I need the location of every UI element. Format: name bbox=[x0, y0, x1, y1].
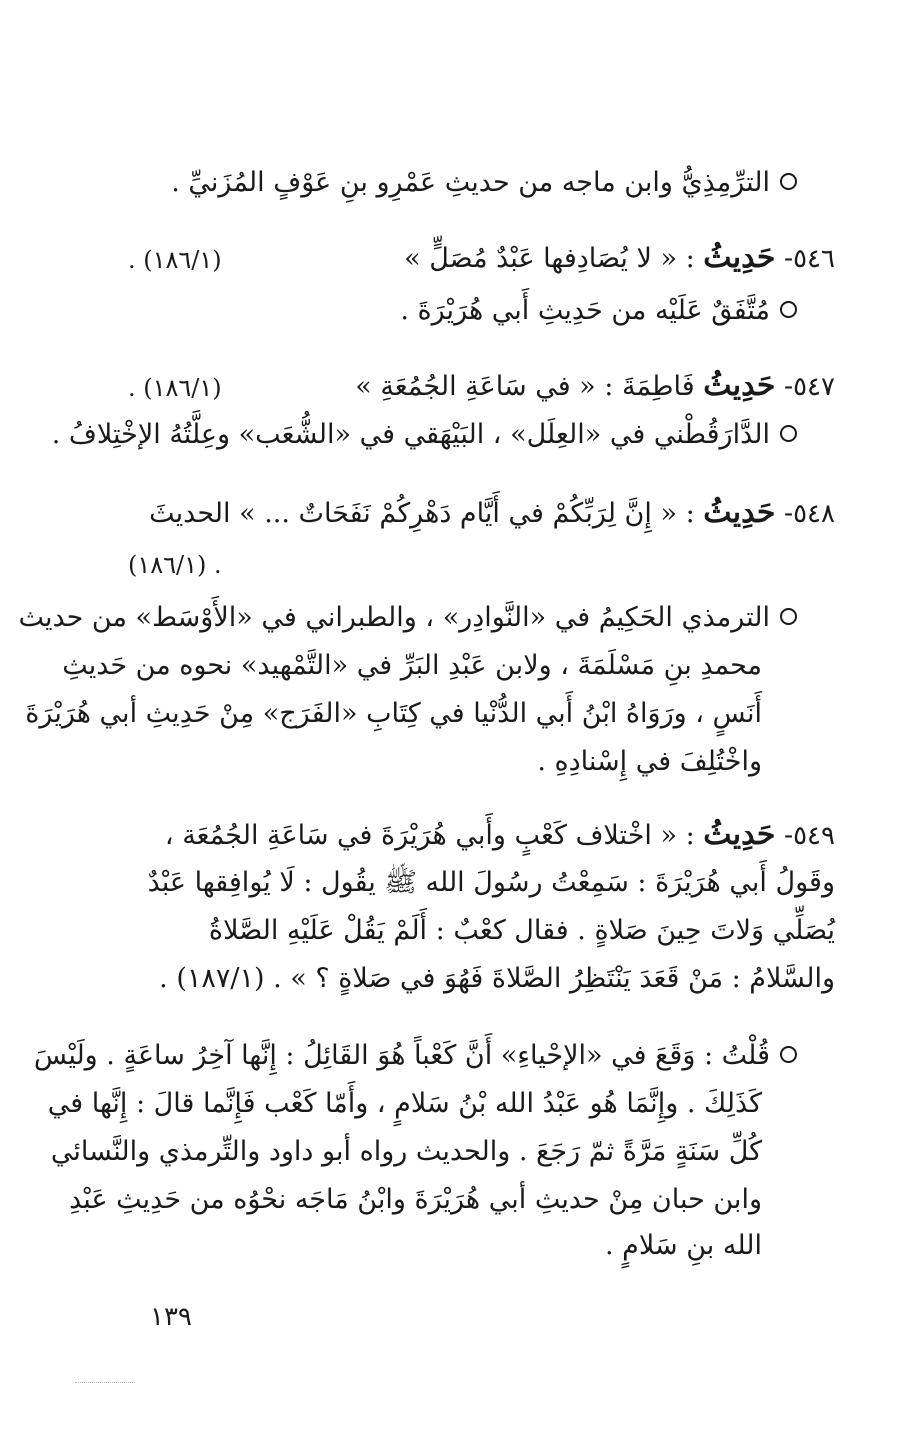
entry-547-heading: ٥٤٧- حَدِيثُ فَاطِمَةَ : « في سَاعَةِ الجُمُعَةِ » bbox=[355, 368, 835, 403]
bullet-circle-icon bbox=[780, 425, 797, 442]
entry-549-line-4: والسَّلامُ : مَنْ قَعَدَ يَنْتَظِرُ الصَّلاةَ فَهُوَ في صَلاةٍ ؟ » . (١٨٧/١) . bbox=[159, 963, 835, 994]
entry-547-source-line: الدَّارَقُطْني في «العِلَل» ، البَيْهَقي في «الشُّعَب» وعِلَّتُهُ الإخْتِلافُ . bbox=[120, 415, 797, 455]
entry-549-line-3: يُصَلِّي وَلاتَ حِينَ صَلاةٍ . فقال كعْبٌ : أَلَمْ يَقُلْ عَلَيْهِ الصَّلاةُ bbox=[208, 915, 835, 946]
hadith-label: حَدِيثُ bbox=[703, 817, 776, 852]
entry-548-source-line-1: الترمذي الحَكِيمُ في «النَّوادِر» ، والطبراني في «الأَوْسَط» من حديث bbox=[120, 598, 797, 638]
entry-548-ref: . (١٨٦/١) bbox=[128, 551, 222, 579]
entry-548-source-line-4: واخْتُلِفَ في إِسْنادِهِ . bbox=[537, 746, 762, 777]
bullet-circle-icon bbox=[780, 1046, 797, 1063]
entry-number: ٥٤٩ bbox=[793, 821, 835, 851]
entry-547-ref: (١٨٦/١) . bbox=[128, 374, 222, 402]
entry-548-source-line-3: أَنَسٍ ، ورَوَاهُ ابْنُ أَبي الدُّنْيا في كِتَابِ «الفَرَج» مِنْ حَدِيثِ أبي هُرَيْرَةَ bbox=[25, 698, 762, 729]
hadith-label: حَدِيثُ bbox=[703, 368, 776, 403]
entry-549-source-line-2: كَذَلِكَ . وإِنَّمَا هُو عَبْدُ الله بْنُ سَلامٍ ، وأَمّا كَعْب فَإِنَّما قالَ : إِنَّها في bbox=[47, 1088, 762, 1119]
entry-546-ref: (١٨٦/١) . bbox=[128, 246, 222, 274]
bullet-circle-icon bbox=[780, 608, 797, 625]
entry-549-source-line-5: الله بنِ سَلامٍ . bbox=[605, 1230, 762, 1261]
entry-548-source-line-2: محمدِ بنِ مَسْلَمَةَ ، ولابن عَبْدِ البَرِّ في «التَّمْهيد» نحوه من حَديثِ bbox=[62, 650, 762, 681]
hadith-text: : « لا يُصَادِفها عَبْدٌ مُصَلٍّ » bbox=[404, 243, 695, 274]
entry-549-heading: ٥٤٩- حَدِيثُ : « اخْتلاف كَعْبٍ وأَبي هُرَيْرَةَ في سَاعَةِ الجُمُعَة ، bbox=[164, 817, 835, 852]
entry-545-source-line: الترِّمِذِيُّ وابن ماجه من حديثِ عَمْرِو بنِ عَوْفٍ المُزَنيِّ . bbox=[120, 163, 797, 203]
entry-number: ٥٤٧ bbox=[793, 372, 835, 402]
hadith-label: حَدِيثُ bbox=[703, 240, 776, 275]
hadith-text: : « اخْتلاف كَعْبٍ وأَبي هُرَيْرَةَ في سَاعَةِ الجُمُعَة ، bbox=[164, 820, 695, 851]
hadith-text: فَاطِمَةَ : « في سَاعَةِ الجُمُعَةِ » bbox=[355, 371, 695, 402]
entry-549-source-line-4: وابن حبان مِنْ حديثِ أبي هُرَيْرَةَ وابْنُ مَاجَه نحْوُه من حَدِيثِ عَبْدِ bbox=[69, 1184, 762, 1215]
entry-546-source-line: مُتَّفَقٌ عَلَيْه من حَدِيثِ أَبي هُرَيْرَةَ . bbox=[120, 291, 797, 331]
entry-549-source-line-1: قُلْتُ : وَقَعَ في «الإحْياءِ» أَنَّ كَعْباً هُوَ القَائِلُ : إِنَّها آخِرُ ساعَةٍ . ولَيْسَ bbox=[120, 1036, 797, 1076]
bullet-circle-icon bbox=[780, 173, 797, 190]
scan-artifact-divider bbox=[75, 1382, 135, 1383]
entry-548-heading: ٥٤٨- حَدِيثُ : « إِنَّ لِرَبِّكُمْ في أَيَّام دَهْرِكُمْ نَفَحَاتٌ ... » الحديثَ bbox=[149, 495, 835, 530]
hadith-text: : « إِنَّ لِرَبِّكُمْ في أَيَّام دَهْرِكُمْ نَفَحَاتٌ ... » الحديثَ bbox=[149, 498, 695, 529]
hadith-label: حَدِيثُ bbox=[703, 495, 776, 530]
entry-number: ٥٤٦ bbox=[793, 244, 835, 274]
entry-549-source-line-3: كُلِّ سَنَةٍ مَرَّةً ثمّ رَجَعَ . والحديث رواه أبو داود والتِّرمذي والنَّسائي bbox=[50, 1136, 762, 1167]
entry-number: ٥٤٨ bbox=[793, 499, 835, 529]
page-number: ١٣٩ bbox=[150, 1302, 192, 1332]
bullet-circle-icon bbox=[780, 301, 797, 318]
entry-549-line-2: وقَولُ أَبي هُرَيْرَةَ : سَمِعْتُ رسُولَ الله ﷺ يقُول : لَا يُوافِقها عَبْدٌ bbox=[147, 867, 835, 898]
entry-546-heading: ٥٤٦- حَدِيثُ : « لا يُصَادِفها عَبْدٌ مُصَلٍّ » bbox=[404, 240, 835, 275]
